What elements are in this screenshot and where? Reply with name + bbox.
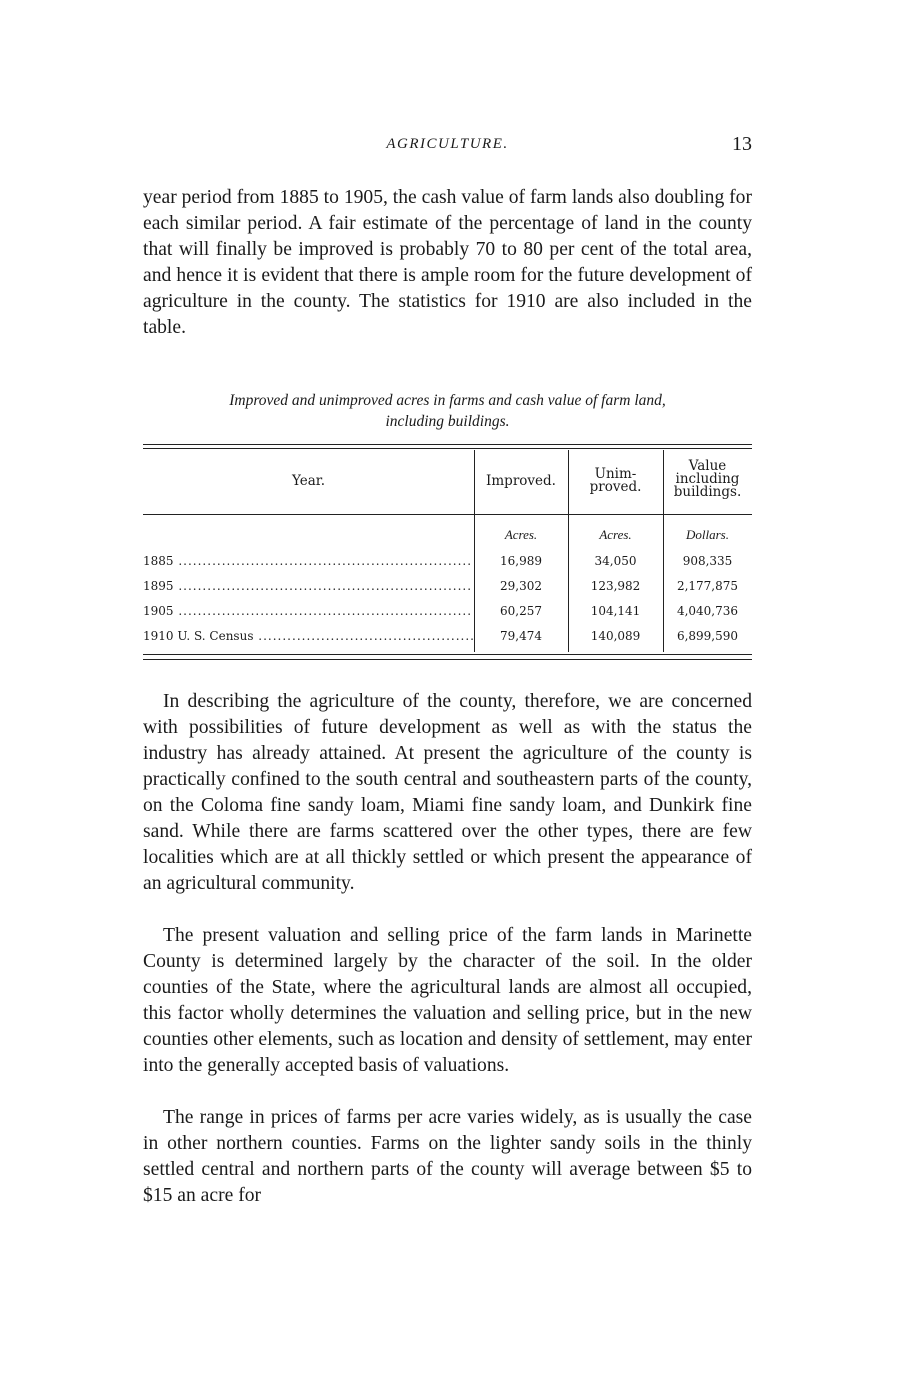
table-row [143, 579, 752, 601]
unit-value: Dollars. [686, 527, 729, 542]
row-improved: 79,474 [500, 629, 542, 643]
header-value-line-1: Value [688, 458, 727, 474]
row-improved: 16,989 [500, 554, 542, 568]
row-improved: 29,302 [500, 579, 542, 593]
row-unimproved: 34,050 [594, 554, 637, 568]
header-rule [143, 514, 752, 515]
statistics-table [143, 440, 752, 662]
row-value: 908,335 [682, 554, 733, 568]
page-number: 13 [732, 133, 752, 155]
row-year: 1885 [143, 554, 174, 568]
row-year-cell [143, 604, 473, 618]
row-value: 4,040,736 [676, 604, 739, 618]
table-top-rule [143, 444, 752, 445]
row-year-cell [143, 554, 473, 568]
header-unimproved [568, 468, 663, 494]
paragraph-4: The range in prices of farms per acre varies widely, as is usually the case in other northern counties. Farms on the lighter sandy soils in the thinly settled central and northern parts of the county will average between $5 to $15 an acre for [143, 1107, 752, 1206]
paragraph-2: In describing the agriculture of the county, therefore, we are concerned with possibilities of future development as well as with the status the industry has already attained. At present the agriculture of the county is practically confined to the south central and southeastern parts of the county, on the Coloma fine sandy loam, Miami fine sandy loam, and Dunkirk fine sand. While there are farms scattered over the other types, there are few localities which are at all thickly settled or which present the appearance of an agricultural community. [143, 691, 752, 894]
row-year: 1910 U. S. Census [143, 629, 254, 643]
row-unimproved: 104,141 [590, 604, 641, 618]
table-bottom-rule-2 [143, 659, 752, 660]
row-improved: 60,257 [500, 604, 542, 618]
table-top-rule-2 [143, 448, 752, 449]
table-caption-line-2: including buildings. [385, 413, 510, 430]
header-improved: Improved. [486, 473, 556, 489]
header-value-line-3: buildings. [673, 484, 742, 500]
header-value [663, 460, 752, 499]
table-row [143, 554, 752, 576]
row-value: 6,899,590 [676, 629, 739, 643]
table-row [143, 629, 752, 651]
header-year: Year. [291, 473, 326, 489]
running-title: AGRICULTURE. [386, 136, 509, 152]
row-year-cell [143, 629, 473, 643]
row-year: 1905 [143, 604, 174, 618]
header-value-line-2: including [675, 471, 740, 487]
header-unimproved-line-1: Unim- [594, 466, 637, 482]
page-header [143, 133, 752, 160]
table-caption-line-1: Improved and unimproved acres in farms and cash value of farm land, [229, 392, 666, 409]
row-unimproved: 123,982 [590, 579, 641, 593]
row-year: 1895 [143, 579, 174, 593]
paragraph-3: The present valuation and selling price of the farm lands in Marinette County is determined largely by the character of the soil. In the older counties of the State, where the agricultural lands are almost all occupied, this factor wholly determines the valuation and selling price, but in the new counties other elements, such as location and density of settlement, may enter into the generally accepted basis of valuations. [143, 925, 752, 1076]
header-unimproved-line-2: proved. [589, 479, 642, 495]
row-unimproved: 140,089 [590, 629, 641, 643]
unit-unimproved: Acres. [599, 527, 632, 542]
row-value: 2,177,875 [676, 579, 739, 593]
table-row [143, 604, 752, 626]
row-year-cell [143, 579, 473, 593]
table-bottom-rule [143, 654, 752, 655]
paragraph-1: year period from 1885 to 1905, the cash value of farm lands also doubling for each similar period. A fair estimate of the percentage of land in the county that will finally be improved is probably 70 to 80 per cent of the total area, and hence it is evident that there is ample room for the future development of agriculture in the county. The statistics for 1910 are also included in the table. [143, 187, 752, 338]
unit-improved: Acres. [504, 527, 538, 542]
table-caption [143, 390, 752, 432]
